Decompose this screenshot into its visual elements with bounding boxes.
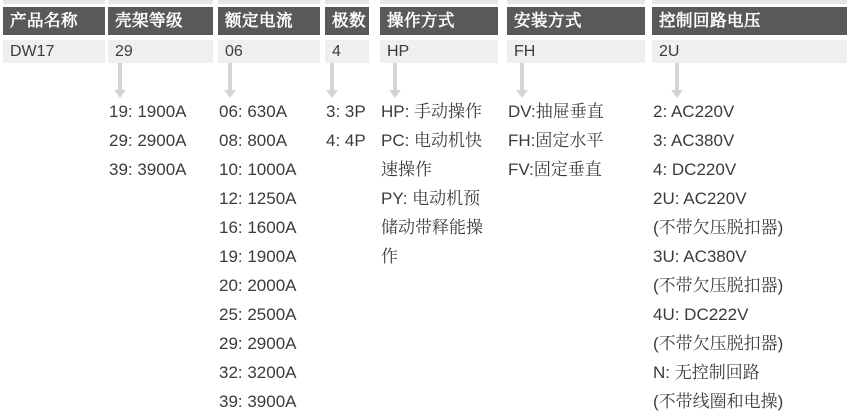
column-poles xyxy=(325,0,369,417)
top-strip xyxy=(218,0,320,4)
column-product-name xyxy=(3,0,105,417)
option-line: PC: 电动机快 xyxy=(381,131,483,150)
option-line: 4: 4P xyxy=(326,131,366,150)
option-line: FH:固定水平 xyxy=(508,131,604,150)
down-arrow-icon xyxy=(671,63,683,99)
option-line: 19: 1900A xyxy=(219,247,297,266)
option-line: 2U: AC220V xyxy=(653,189,747,208)
column-header: 壳架等级 xyxy=(108,7,213,35)
option-line: 4: DC220V xyxy=(653,160,737,179)
column-header: 产品名称 xyxy=(3,7,105,35)
column-header: 极数 xyxy=(325,7,369,35)
column-installation-mode xyxy=(507,0,645,417)
option-line: 3: 3P xyxy=(326,102,366,121)
down-arrow-icon xyxy=(389,63,401,99)
down-arrow-icon xyxy=(224,63,236,99)
option-list xyxy=(109,97,187,184)
code-value: DW17 xyxy=(3,40,105,63)
option-line: 06: 630A xyxy=(219,102,288,121)
down-arrow-icon xyxy=(114,63,126,99)
column-control-circuit-voltage xyxy=(652,0,847,417)
option-list xyxy=(326,97,366,155)
code-value: 2U xyxy=(652,40,847,63)
option-line: 储动带释能操 xyxy=(381,218,483,237)
option-line: 12: 1250A xyxy=(219,189,297,208)
column-operation-mode xyxy=(380,0,498,417)
top-strip xyxy=(108,0,213,4)
option-line: 39: 3900A xyxy=(109,160,187,179)
option-line: (不带欠压脱扣器) xyxy=(653,334,784,353)
option-line: DV:抽屉垂直 xyxy=(508,102,604,121)
option-line: 08: 800A xyxy=(219,131,288,150)
option-line: 作 xyxy=(381,247,398,266)
code-value: 06 xyxy=(218,40,320,63)
column-header: 额定电流 xyxy=(218,7,320,35)
column-header: 操作方式 xyxy=(380,7,498,35)
option-line: 10: 1000A xyxy=(219,160,297,179)
column-rated-current xyxy=(218,0,320,417)
option-list xyxy=(653,97,783,416)
option-line: 2: AC220V xyxy=(653,102,735,121)
option-line: PY: 电动机预 xyxy=(381,189,481,208)
option-line: 19: 1900A xyxy=(109,102,187,121)
column-header: 控制回路电压 xyxy=(652,7,847,35)
option-line: 20: 2000A xyxy=(219,276,297,295)
option-line: N: 无控制回路 xyxy=(653,363,760,382)
option-line: (不带欠压脱扣器) xyxy=(653,276,784,295)
top-strip xyxy=(380,0,498,4)
code-value: HP xyxy=(380,40,498,63)
option-line: 25: 2500A xyxy=(219,305,297,324)
option-line: 32: 3200A xyxy=(219,363,297,382)
top-strip xyxy=(507,0,645,4)
option-line: 29: 2900A xyxy=(109,131,187,150)
option-line: 16: 1600A xyxy=(219,218,297,237)
code-value: FH xyxy=(507,40,645,63)
top-strip xyxy=(325,0,369,4)
code-value: 4 xyxy=(325,40,369,63)
option-line: 3U: AC380V xyxy=(653,247,747,266)
option-line: (不带线圈和电操) xyxy=(653,392,784,411)
option-line: 29: 2900A xyxy=(219,334,297,353)
code-value: 29 xyxy=(108,40,213,63)
option-list xyxy=(219,97,297,416)
option-line: 39: 3900A xyxy=(219,392,297,411)
option-line: 3: AC380V xyxy=(653,131,735,150)
option-list xyxy=(381,97,483,271)
column-header: 安装方式 xyxy=(507,7,645,35)
down-arrow-icon xyxy=(326,63,338,99)
top-strip xyxy=(3,0,105,4)
option-line: 4U: DC222V xyxy=(653,305,749,324)
option-list xyxy=(508,97,604,184)
down-arrow-icon xyxy=(516,63,528,99)
option-line: (不带欠压脱扣器) xyxy=(653,218,784,237)
top-strip xyxy=(652,0,847,4)
option-line: FV:固定垂直 xyxy=(508,160,602,179)
option-line: 速操作 xyxy=(381,160,432,179)
option-line: HP: 手动操作 xyxy=(381,102,483,121)
column-frame-level xyxy=(108,0,213,417)
